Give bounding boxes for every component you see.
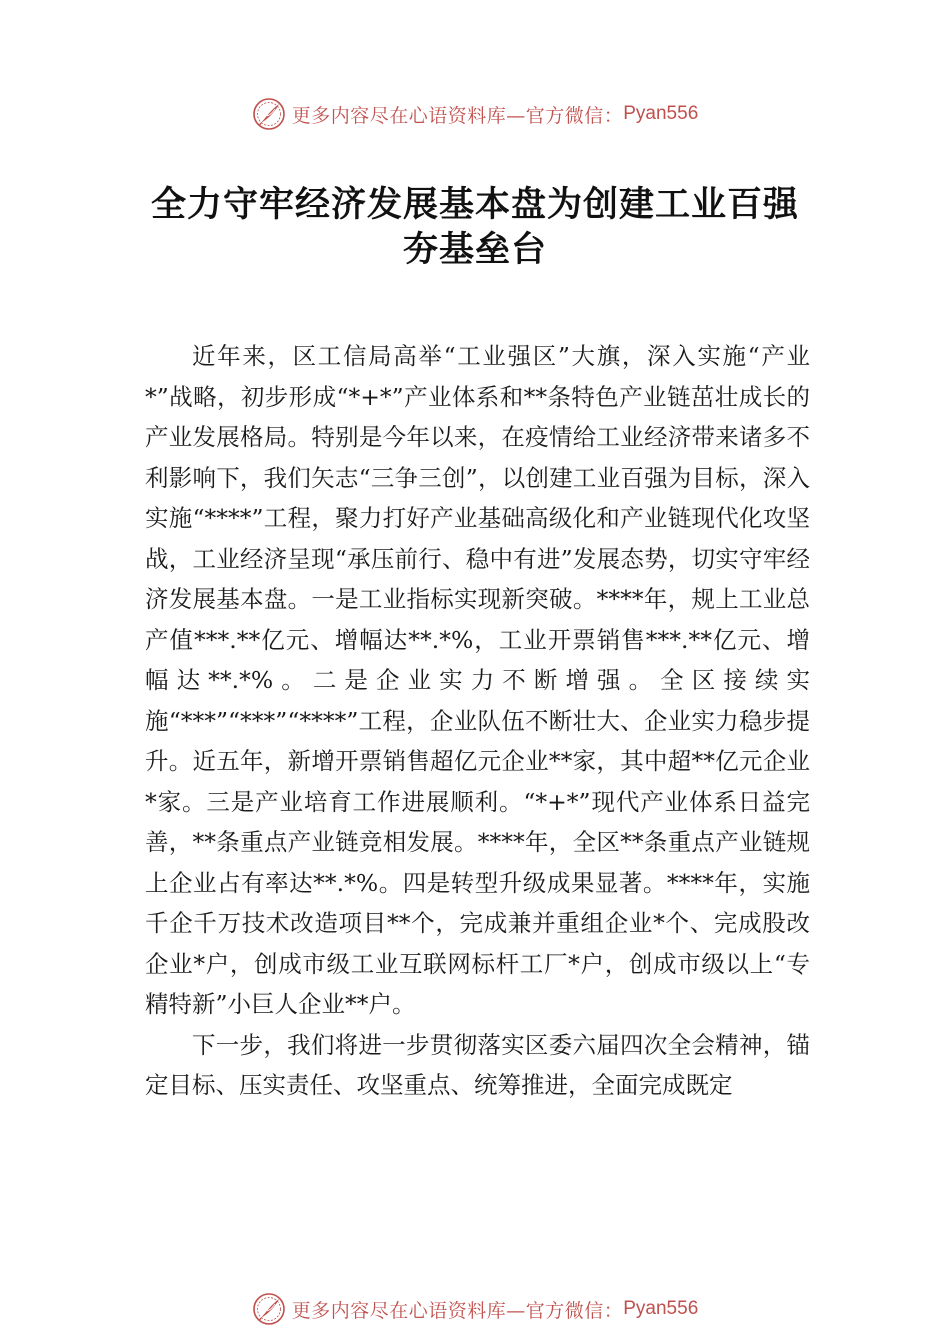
footer-banner-wechat-id: Pyan556 — [623, 1298, 699, 1319]
header-banner-text: 更多内容尽在心语资料库—官方微信： — [291, 104, 624, 127]
quill-seal-icon — [252, 97, 286, 131]
document-title-line-1: 全力守牢经济发展基本盘为创建工业百强 — [150, 184, 799, 225]
quill-seal-icon — [252, 1292, 286, 1326]
header-banner-wechat-id: Pyan556 — [623, 103, 699, 124]
document-title-line-2: 夯基垒台 — [402, 229, 547, 270]
document-body — [145, 336, 810, 1106]
body-paragraph-1: 近年来，区工信局高举“工业强区”大旗，深入实施“产业*”战略，初步形成“*+*”产业体系和**条特色产业链茁壮成长的产业发展格局。特别是今年以来，在疫情给工业经济带来诸多不利影响下，我们矢志“三争三创”，以创建工业百强为目标，深入实施“****”工程，聚力打好产业基础高级化和产业链现代化攻坚战，工业经济呈现“承压前行、稳中有进”发展态势，切实守牢经济发展基本盘。一是工业指标实现新突破。****年，规上工业总产值***.**亿元、增幅达**.*%，工业开票销售***.**亿元、增幅达**.*%。二是企业实力不断增强。全区接续实施“***”“***”“****”工程，企业队伍不断壮大、企业实力稳步提升。近五年，新增开票销售超亿元企业**家，其中超**亿元企业*家。三是产业培育工作进展顺利。“*+*”现代产业体系日益完善，**条重点产业链竞相发展。****年，全区**条重点产业链规上企业占有率达**.*%。四是转型升级成果显著。****年，实施千企千万技术改造项目**个，完成兼并重组企业*个、完成股改企业*户，创成市级工业互联网标杆工厂*户，创成市级以上“专精特新”小巨人企业**户。 — [145, 342, 810, 1018]
footer-banner — [0, 1289, 950, 1329]
footer-banner-text: 更多内容尽在心语资料库—官方微信： — [291, 1299, 624, 1322]
body-paragraph-2: 下一步，我们将进一步贯彻落实区委六届四次全会精神，锚定目标、压实责任、攻坚重点、统筹推进，全面完成既定 — [145, 1030, 810, 1099]
header-banner — [0, 94, 950, 134]
